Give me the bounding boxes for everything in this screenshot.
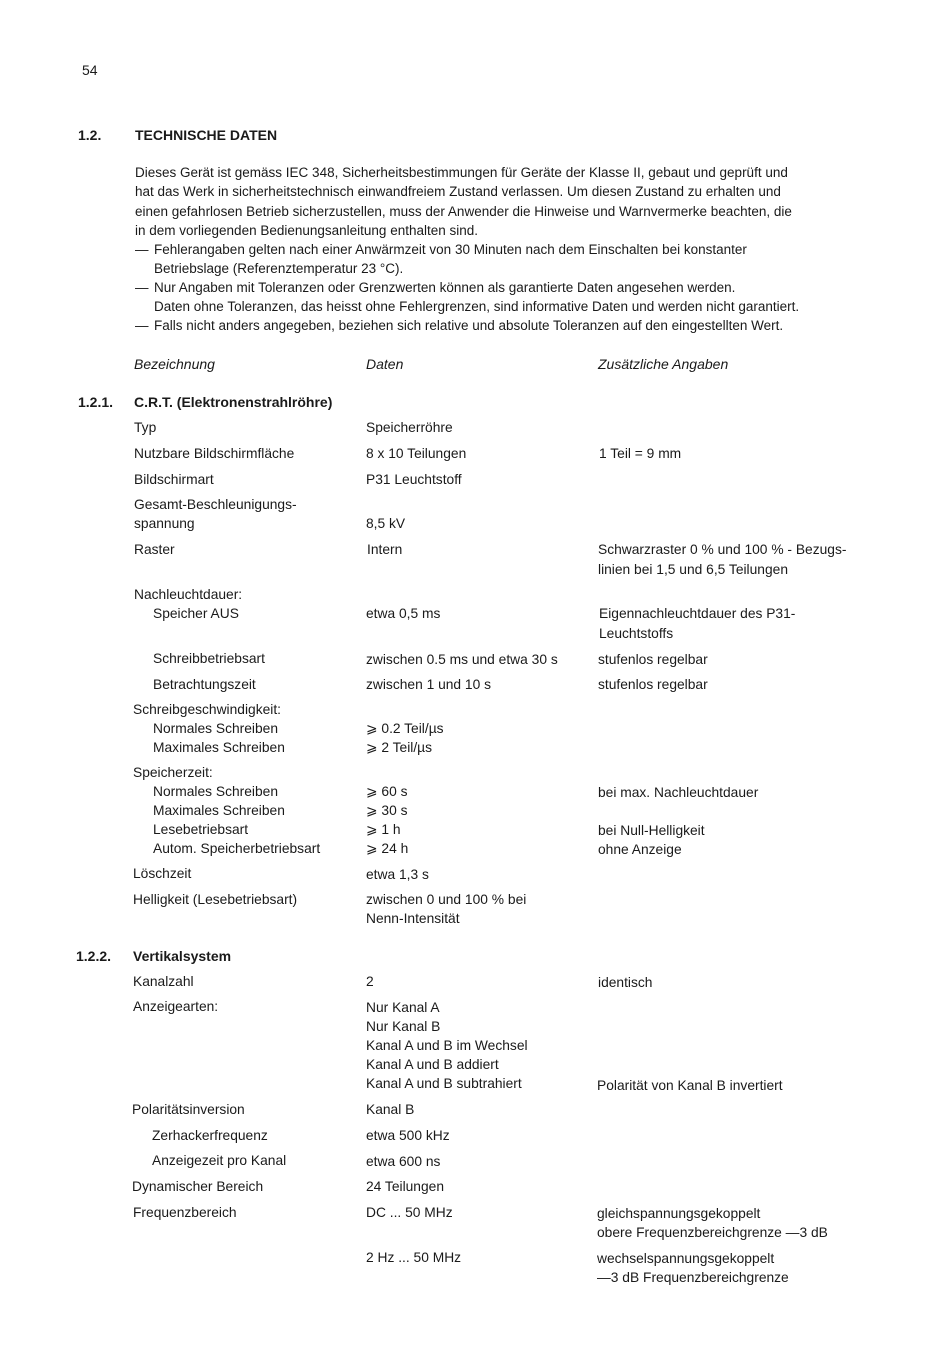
spec-label: Löschzeit	[133, 866, 192, 881]
spec-value: P31 Leuchtstoff	[366, 472, 462, 487]
spec-label: spannung	[134, 516, 195, 531]
bullet-dash: —	[135, 280, 149, 295]
spec-note: Schwarzraster 0 % und 100 % - Bezugs-	[598, 542, 847, 557]
intro-line: einen gefahrlosen Betrieb sicherzustellen, muss der Anwender die Hinweise und Warnvermerke beachten, die	[135, 204, 792, 219]
bullet-text: Daten ohne Toleranzen, das heisst ohne Fehlergrenzen, sind informative Daten und werden nicht garantiert.	[154, 299, 800, 314]
spec-label: Schreibbetriebsart	[153, 651, 265, 666]
spec-label: Anzeigezeit pro Kanal	[152, 1153, 287, 1168]
spec-value: 2	[366, 974, 374, 989]
bullet-text: Betriebslage (Referenztemperatur 23 °C).	[154, 261, 404, 276]
spec-label: Polaritätsinversion	[132, 1102, 245, 1117]
column-header-zusaetzliche-angaben: Zusätzliche Angaben	[598, 356, 729, 372]
spec-value: Kanal A und B subtrahiert	[366, 1076, 522, 1091]
section-number: 1.2.	[78, 127, 102, 143]
spec-note: gleichspannungsgekoppelt	[597, 1206, 761, 1221]
spec-note: bei Null-Helligkeit	[598, 823, 705, 838]
spec-note: 1 Teil = 9 mm	[599, 446, 682, 461]
spec-note: identisch	[598, 975, 653, 990]
spec-label: Maximales Schreiben	[153, 803, 285, 818]
spec-value: DC ... 50 MHz	[366, 1205, 453, 1220]
spec-value: ⩾ 24 h	[366, 841, 409, 856]
spec-label: Speicher AUS	[153, 606, 239, 621]
spec-label: Helligkeit (Lesebetriebsart)	[133, 892, 298, 907]
spec-value: ⩾ 60 s	[366, 784, 408, 799]
spec-value: etwa 1,3 s	[366, 867, 429, 882]
spec-value: Kanal A und B im Wechsel	[366, 1038, 528, 1053]
spec-value: 8 x 10 Teilungen	[366, 446, 467, 461]
page-number: 54	[82, 62, 98, 78]
column-header-daten: Daten	[366, 356, 404, 372]
spec-label: Typ	[134, 420, 157, 435]
spec-label: Raster	[134, 542, 175, 557]
spec-value: Kanal A und B addiert	[366, 1057, 499, 1072]
column-header-bezeichnung: Bezeichnung	[134, 356, 215, 372]
spec-note: stufenlos regelbar	[598, 652, 708, 667]
intro-line: hat das Werk in sicherheitstechnisch einwandfreiem Zustand verlassen. Um diesen Zustand zu erhalten und	[135, 184, 781, 199]
spec-label: Nutzbare Bildschirmfläche	[134, 446, 295, 461]
spec-note: linien bei 1,5 und 6,5 Teilungen	[598, 562, 788, 577]
bullet-dash: —	[135, 242, 149, 257]
subsection-title: C.R.T. (Elektronenstrahlröhre)	[134, 394, 333, 410]
spec-note: bei max. Nachleuchtdauer	[598, 785, 759, 800]
subsection-number: 1.2.2.	[76, 948, 112, 964]
spec-label: Frequenzbereich	[133, 1205, 237, 1220]
spec-label: Autom. Speicherbetriebsart	[153, 841, 321, 856]
spec-value: Kanal B	[366, 1102, 415, 1117]
subsection-number: 1.2.1.	[78, 394, 114, 410]
bullet-text: Falls nicht anders angegeben, beziehen sich relative und absolute Toleranzen auf den eingestellten Wert.	[154, 318, 784, 333]
spec-value: 2 Hz ... 50 MHz	[366, 1250, 462, 1265]
spec-value: Nur Kanal B	[366, 1019, 441, 1034]
spec-group-label: Schreibgeschwindigkeit:	[133, 702, 282, 717]
spec-value: ⩾ 0.2 Teil/µs	[366, 721, 444, 736]
intro-line: in dem vorliegenden Bedienungsanleitung enthalten sind.	[135, 223, 479, 238]
spec-value: etwa 600 ns	[366, 1154, 441, 1169]
spec-note: ohne Anzeige	[598, 842, 682, 857]
spec-label: Betrachtungszeit	[153, 677, 256, 692]
spec-value: Nur Kanal A	[366, 1000, 440, 1015]
spec-note: obere Frequenzbereichgrenze —3 dB	[597, 1225, 828, 1240]
spec-group-label: Nachleuchtdauer:	[134, 587, 243, 602]
intro-line: Dieses Gerät ist gemäss IEC 348, Sicherheitsbestimmungen für Geräte der Klasse II, gebaut und geprüft und	[135, 165, 788, 180]
spec-label: Anzeigearten:	[133, 999, 219, 1014]
spec-value: etwa 0,5 ms	[366, 606, 441, 621]
spec-note: stufenlos regelbar	[598, 677, 708, 692]
spec-label: Lesebetriebsart	[153, 822, 249, 837]
spec-label: Dynamischer Bereich	[132, 1179, 264, 1194]
spec-label: Bildschirmart	[134, 472, 214, 487]
spec-note: —3 dB Frequenzbereichgrenze	[597, 1270, 789, 1285]
spec-value: Nenn-Intensität	[366, 911, 460, 926]
spec-value: Intern	[367, 542, 403, 557]
spec-label: Gesamt-Beschleunigungs-	[134, 497, 297, 512]
spec-note: wechselspannungsgekoppelt	[597, 1251, 775, 1266]
spec-value: 24 Teilungen	[366, 1179, 444, 1194]
spec-label: Zerhackerfrequenz	[152, 1128, 268, 1143]
spec-label: Normales Schreiben	[153, 784, 278, 799]
spec-value: zwischen 0 und 100 % bei	[366, 892, 527, 907]
spec-group-label: Speicherzeit:	[133, 765, 213, 780]
spec-value: 8,5 kV	[366, 516, 406, 531]
spec-value: etwa 500 kHz	[366, 1128, 450, 1143]
spec-value: ⩾ 2 Teil/µs	[366, 740, 433, 755]
spec-value: Speicherröhre	[366, 420, 453, 435]
bullet-dash: —	[135, 318, 149, 333]
subsection-title: Vertikalsystem	[133, 948, 232, 964]
section-title: TECHNISCHE DATEN	[135, 127, 278, 143]
bullet-text: Nur Angaben mit Toleranzen oder Grenzwerten können als garantierte Daten angesehen werden.	[154, 280, 736, 295]
spec-label: Normales Schreiben	[153, 721, 278, 736]
bullet-text: Fehlerangaben gelten nach einer Anwärmzeit von 30 Minuten nach dem Einschalten bei konstanter	[154, 242, 747, 257]
spec-value: ⩾ 1 h	[366, 822, 401, 837]
spec-label: Kanalzahl	[133, 974, 194, 989]
spec-note: Leuchtstoffs	[599, 626, 674, 641]
spec-value: zwischen 0.5 ms und etwa 30 s	[366, 652, 558, 667]
spec-value: ⩾ 30 s	[366, 803, 408, 818]
spec-note: Polarität von Kanal B invertiert	[597, 1078, 783, 1093]
spec-label: Maximales Schreiben	[153, 740, 285, 755]
spec-value: zwischen 1 und 10 s	[366, 677, 492, 692]
spec-note: Eigennachleuchtdauer des P31-	[599, 606, 796, 621]
